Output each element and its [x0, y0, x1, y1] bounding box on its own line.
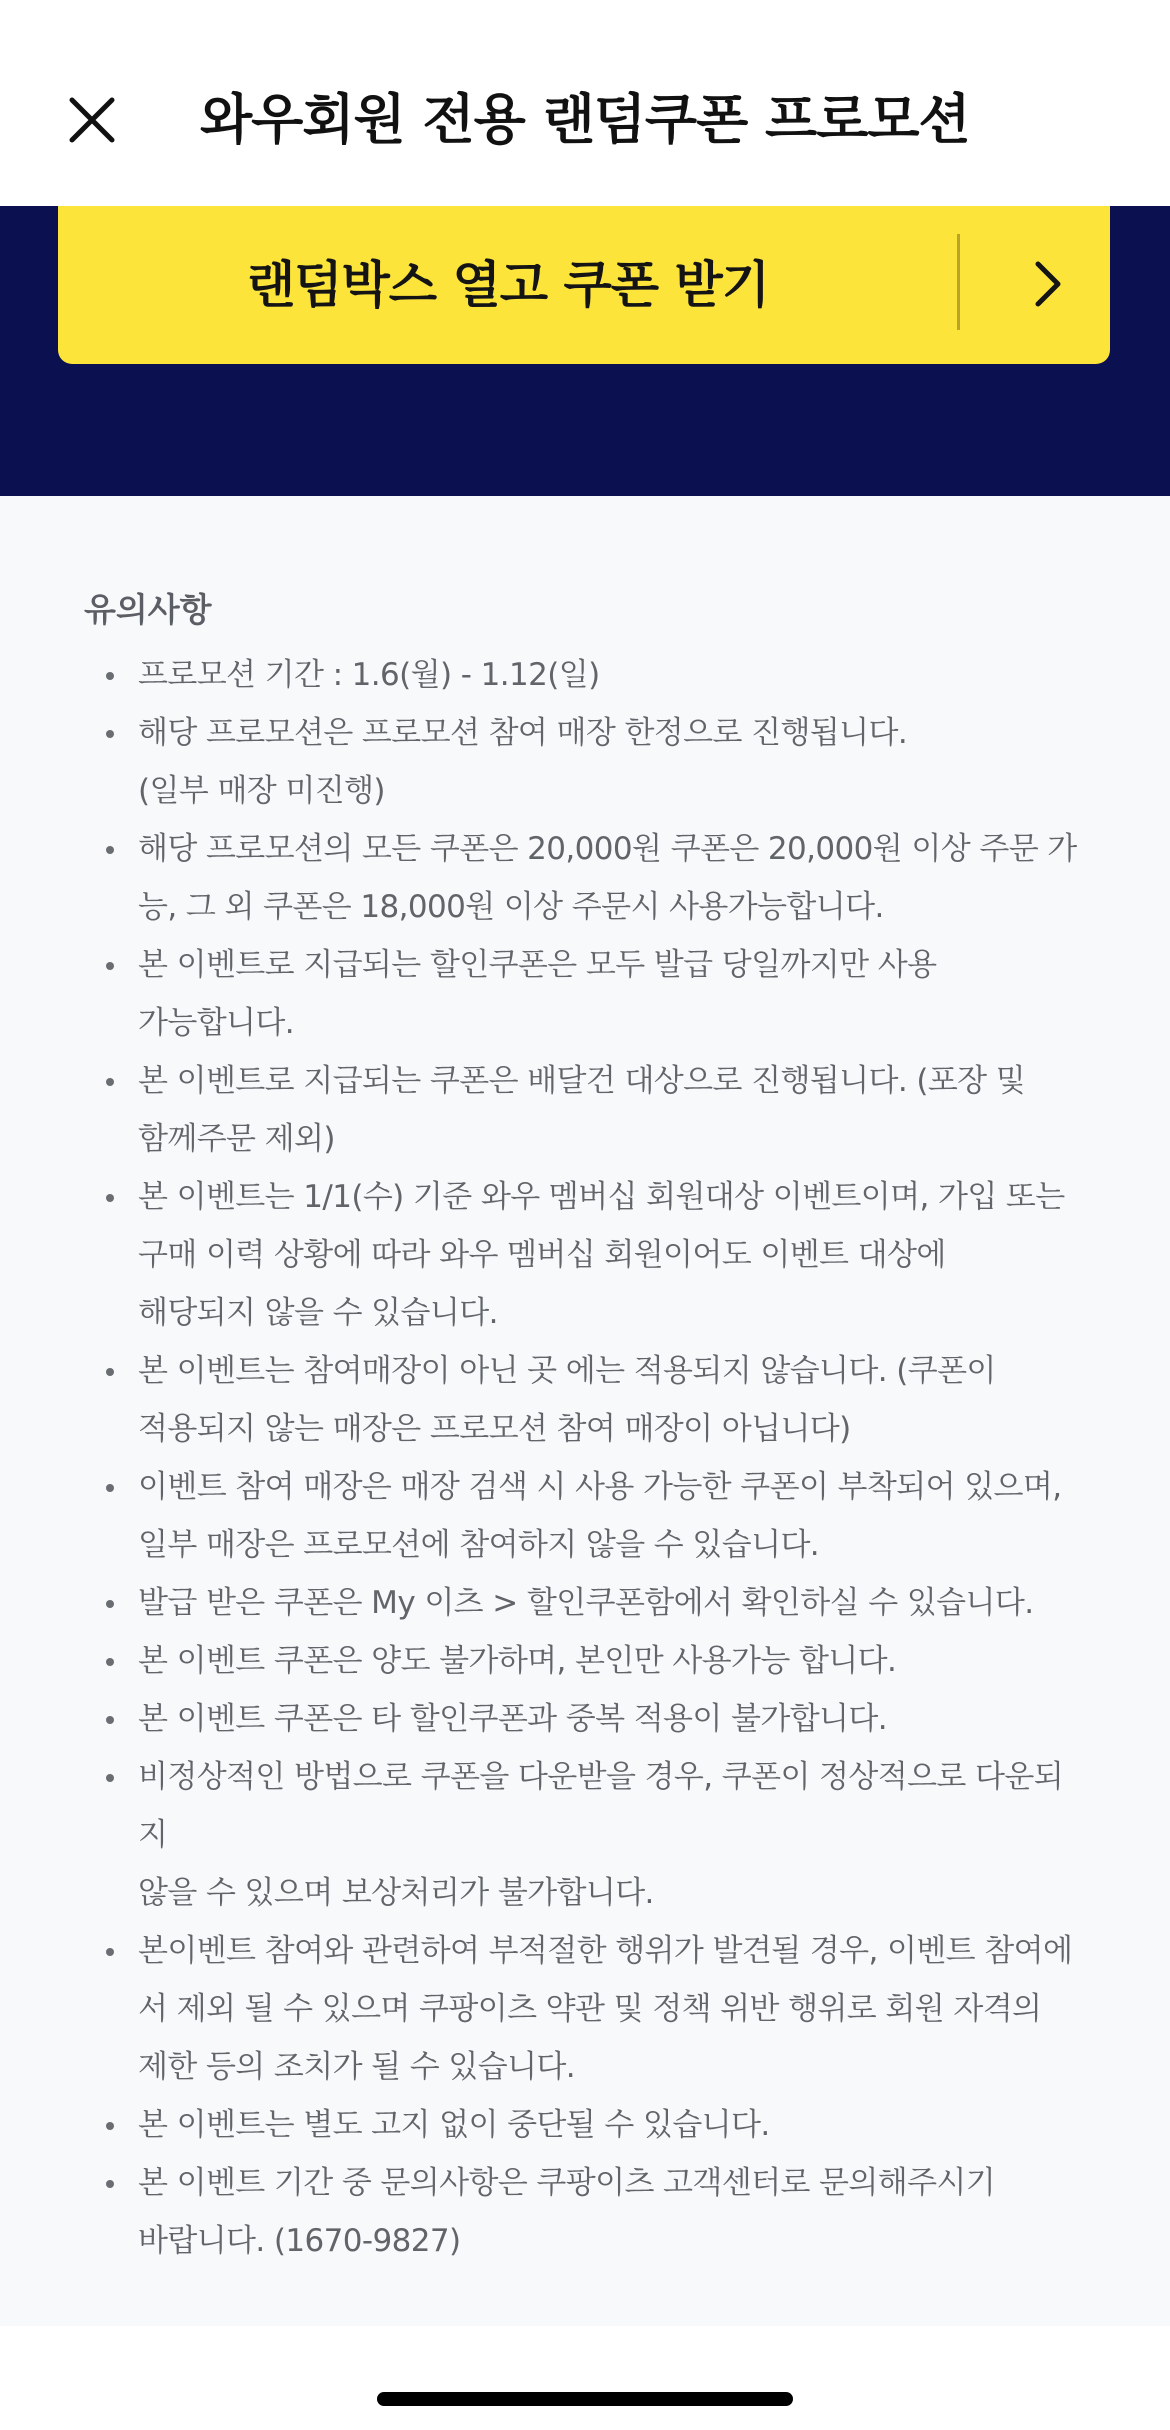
notice-item: 본 이벤트로 지급되는 할인쿠폰은 모두 발급 당일까지만 사용 가능합니다.	[0, 936, 1170, 1052]
open-random-box-button[interactable]	[58, 206, 1110, 364]
notice-section	[0, 496, 1170, 2326]
notice-item: 본 이벤트는 별도 고지 없이 중단될 수 있습니다.	[0, 2096, 1170, 2154]
notice-item: 프로모션 기간 : 1.6(월) - 1.12(일)	[0, 646, 1170, 704]
page-title: 와우회원 전용 랜덤쿠폰 프로모션	[200, 88, 970, 151]
notice-item: 발급 받은 쿠폰은 My 이츠 > 할인쿠폰함에서 확인하실 수 있습니다.	[0, 1574, 1170, 1632]
notice-title: 유의사항	[84, 590, 212, 629]
notice-item: 본 이벤트로 지급되는 쿠폰은 배달건 대상으로 진행됩니다. (포장 및 함께주문 제외)	[0, 1052, 1170, 1168]
notice-item: 본이벤트 참여와 관련하여 부적절한 행위가 발견될 경우, 이벤트 참여에 서 제외 될 수 있으며 쿠팡이츠 약관 및 정책 위반 행위로 회원 자격의 제한 등의 조치가 될 수 있습니다.	[0, 1922, 1170, 2096]
notice-item: 본 이벤트 기간 중 문의사항은 쿠팡이츠 고객센터로 문의해주시기 바랍니다. (1670-9827)	[0, 2154, 1170, 2270]
notice-item: 본 이벤트 쿠폰은 양도 불가하며, 본인만 사용가능 합니다.	[0, 1632, 1170, 1690]
top-app-bar	[0, 0, 1170, 206]
notice-item: 본 이벤트는 참여매장이 아닌 곳 에는 적용되지 않습니다. (쿠폰이 적용되지 않는 매장은 프로모션 참여 매장이 아닙니다)	[0, 1342, 1170, 1458]
cta-divider	[957, 234, 960, 330]
notice-item: 해당 프로모션의 모든 쿠폰은 20,000원 쿠폰은 20,000원 이상 주문 가 능, 그 외 쿠폰은 18,000원 이상 주문시 사용가능합니다.	[0, 820, 1170, 936]
open-random-box-label: 랜덤박스 열고 쿠폰 받기	[246, 256, 770, 314]
close-button[interactable]	[52, 80, 132, 160]
notice-item: 본 이벤트는 1/1(수) 기준 와우 멤버십 회원대상 이벤트이며, 가입 또는 구매 이력 상황에 따라 와우 멤버십 회원이어도 이벤트 대상에 해당되지 않을 수 있습니다.	[0, 1168, 1170, 1342]
notice-item: 해당 프로모션은 프로모션 참여 매장 한정으로 진행됩니다. (일부 매장 미진행)	[0, 704, 1170, 820]
notice-item: 본 이벤트 쿠폰은 타 할인쿠폰과 중복 적용이 불가합니다.	[0, 1690, 1170, 1748]
notice-item: 비정상적인 방법으로 쿠폰을 다운받을 경우, 쿠폰이 정상적으로 다운되지 않을 수 있으며 보상처리가 불가합니다.	[0, 1748, 1170, 1922]
notice-list	[0, 646, 1170, 2270]
notice-item: 이벤트 참여 매장은 매장 검색 시 사용 가능한 쿠폰이 부착되어 있으며, 일부 매장은 프로모션에 참여하지 않을 수 있습니다.	[0, 1458, 1170, 1574]
chevron-right-icon	[1018, 254, 1078, 314]
home-indicator[interactable]	[377, 2392, 793, 2406]
close-icon	[52, 80, 132, 160]
